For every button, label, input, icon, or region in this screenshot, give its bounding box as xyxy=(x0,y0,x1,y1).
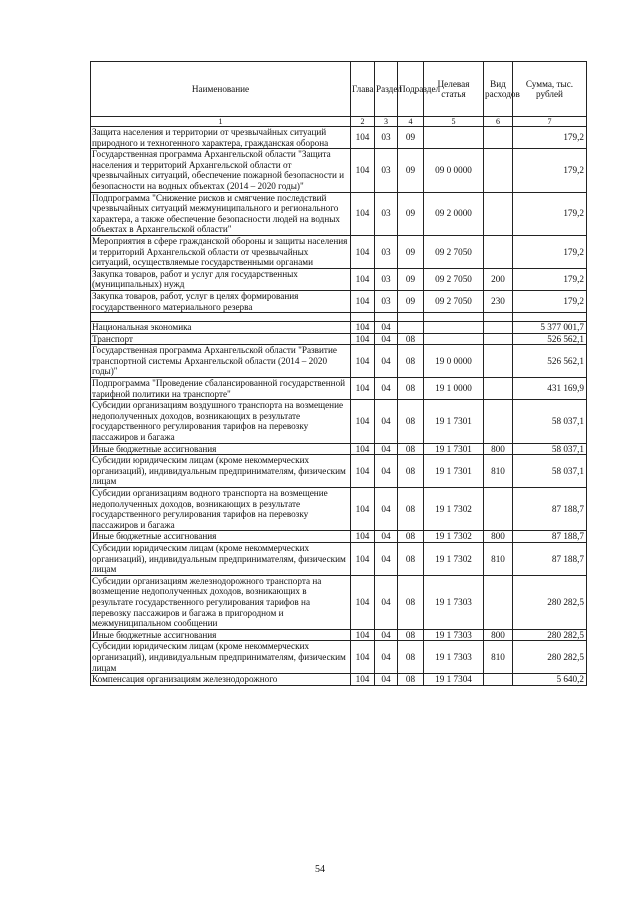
row-razdel: 03 xyxy=(375,149,398,192)
row-target xyxy=(424,313,484,322)
row-razdel: 04 xyxy=(375,455,398,488)
row-name: Мероприятия в сфере гражданской обороны и защиты населения и территорий Архангельской области от чрезвычайных ситуаций, осуществляемые государственными органами xyxy=(91,235,351,268)
budget-table xyxy=(90,61,587,686)
row-vid: 800 xyxy=(484,531,513,543)
row-name: Субсидии организациям воздушного транспорта на возмещение недополученных доходов, возникающих в результате государственного регулирования тарифов на перевозку пассажиров и багажа xyxy=(91,400,351,443)
row-glava: 104 xyxy=(351,674,375,686)
row-razdel: 04 xyxy=(375,488,398,531)
row-razdel: 04 xyxy=(375,641,398,674)
row-razdel: 04 xyxy=(375,443,398,455)
row-sum: 179,2 xyxy=(513,127,587,149)
column-number: 1 xyxy=(91,117,351,127)
row-razdel: 04 xyxy=(375,400,398,443)
table-row xyxy=(91,400,587,443)
row-sum: 179,2 xyxy=(513,149,587,192)
row-razdel: 04 xyxy=(375,629,398,641)
header-vid: Вид расходов xyxy=(484,62,513,117)
row-sum: 526 562,1 xyxy=(513,345,587,378)
row-sum: 526 562,1 xyxy=(513,333,587,345)
table-row xyxy=(91,313,587,322)
row-target: 19 1 7301 xyxy=(424,443,484,455)
row-sum: 280 282,5 xyxy=(513,575,587,629)
row-glava: 104 xyxy=(351,290,375,312)
row-target: 19 1 7304 xyxy=(424,674,484,686)
row-name: Иные бюджетные ассигнования xyxy=(91,531,351,543)
column-number: 3 xyxy=(375,117,398,127)
table-row xyxy=(91,443,587,455)
header-target: Целевая статья xyxy=(424,62,484,117)
row-name: Субсидии организациям водного транспорта на возмещение недополученных доходов, возникающих в результате государственного регулирования тарифов на перевозку пассажиров и багажа xyxy=(91,488,351,531)
table-row xyxy=(91,531,587,543)
row-glava: 104 xyxy=(351,542,375,575)
row-target xyxy=(424,333,484,345)
row-razdel: 03 xyxy=(375,235,398,268)
row-razdel: 04 xyxy=(375,333,398,345)
row-razdel xyxy=(375,313,398,322)
row-podrazdel: 08 xyxy=(398,641,424,674)
row-razdel: 04 xyxy=(375,575,398,629)
row-razdel: 04 xyxy=(375,322,398,334)
row-name xyxy=(91,313,351,322)
row-glava: 104 xyxy=(351,641,375,674)
column-number: 2 xyxy=(351,117,375,127)
row-glava: 104 xyxy=(351,322,375,334)
row-razdel: 04 xyxy=(375,531,398,543)
row-podrazdel: 09 xyxy=(398,290,424,312)
row-name: Защита населения и территории от чрезвычайных ситуаций природного и техногенного характера, гражданская оборона xyxy=(91,127,351,149)
row-name: Иные бюджетные ассигнования xyxy=(91,629,351,641)
row-vid xyxy=(484,345,513,378)
table-row xyxy=(91,629,587,641)
row-name: Субсидии юридическим лицам (кроме некоммерческих организаций), индивидуальным предпринимателям, физическим лицам xyxy=(91,455,351,488)
row-target: 19 1 7301 xyxy=(424,455,484,488)
row-sum: 280 282,5 xyxy=(513,641,587,674)
table-body xyxy=(91,127,587,686)
header-razdel: Раздел xyxy=(375,62,398,117)
row-vid: 810 xyxy=(484,641,513,674)
header-name: Наименование xyxy=(91,62,351,117)
row-target: 19 1 7302 xyxy=(424,542,484,575)
table-row xyxy=(91,575,587,629)
row-razdel: 03 xyxy=(375,268,398,290)
row-name: Государственная программа Архангельской области "Развитие транспортной системы Архангельской области (2014 – 2020 годы)" xyxy=(91,345,351,378)
row-vid xyxy=(484,575,513,629)
row-glava: 104 xyxy=(351,268,375,290)
row-podrazdel: 08 xyxy=(398,345,424,378)
row-vid: 810 xyxy=(484,542,513,575)
row-target: 09 2 7050 xyxy=(424,290,484,312)
row-vid: 200 xyxy=(484,268,513,290)
row-vid: 230 xyxy=(484,290,513,312)
row-glava: 104 xyxy=(351,575,375,629)
row-vid: 800 xyxy=(484,443,513,455)
row-glava: 104 xyxy=(351,400,375,443)
table-row xyxy=(91,674,587,686)
row-glava: 104 xyxy=(351,149,375,192)
column-number: 7 xyxy=(513,117,587,127)
page-number: 54 xyxy=(315,864,325,875)
row-target: 19 1 7303 xyxy=(424,641,484,674)
column-number: 4 xyxy=(398,117,424,127)
row-vid xyxy=(484,127,513,149)
row-podrazdel: 08 xyxy=(398,629,424,641)
row-sum: 179,2 xyxy=(513,192,587,235)
row-glava xyxy=(351,313,375,322)
row-target: 19 0 0000 xyxy=(424,345,484,378)
row-sum: 58 037,1 xyxy=(513,455,587,488)
table-row xyxy=(91,542,587,575)
row-podrazdel xyxy=(398,313,424,322)
row-podrazdel: 09 xyxy=(398,192,424,235)
row-razdel: 03 xyxy=(375,127,398,149)
table-row xyxy=(91,455,587,488)
row-vid: 810 xyxy=(484,455,513,488)
row-sum: 5 640,2 xyxy=(513,674,587,686)
row-vid: 800 xyxy=(484,629,513,641)
row-target: 19 1 7302 xyxy=(424,488,484,531)
row-name: Закупка товаров, работ и услуг для государственных (муниципальных) нужд xyxy=(91,268,351,290)
row-vid xyxy=(484,400,513,443)
row-target xyxy=(424,322,484,334)
row-target: 09 2 7050 xyxy=(424,268,484,290)
row-glava: 104 xyxy=(351,192,375,235)
row-name: Субсидии юридическим лицам (кроме некоммерческих организаций), индивидуальным предпринимателям, физическим лицам xyxy=(91,641,351,674)
row-target: 19 1 7303 xyxy=(424,629,484,641)
row-vid xyxy=(484,333,513,345)
row-glava: 104 xyxy=(351,488,375,531)
table-row xyxy=(91,641,587,674)
column-number: 5 xyxy=(424,117,484,127)
table-row xyxy=(91,333,587,345)
row-name: Иные бюджетные ассигнования xyxy=(91,443,351,455)
row-vid xyxy=(484,149,513,192)
row-target: 09 0 0000 xyxy=(424,149,484,192)
column-number-row xyxy=(91,117,587,127)
row-name: Субсидии юридическим лицам (кроме некоммерческих организаций), индивидуальным предпринимателям, физическим лицам xyxy=(91,542,351,575)
row-razdel: 04 xyxy=(375,674,398,686)
row-sum: 58 037,1 xyxy=(513,400,587,443)
table-row xyxy=(91,268,587,290)
row-sum: 280 282,5 xyxy=(513,629,587,641)
row-podrazdel: 09 xyxy=(398,268,424,290)
row-target: 19 1 7301 xyxy=(424,400,484,443)
table-row xyxy=(91,322,587,334)
row-glava: 104 xyxy=(351,235,375,268)
row-name: Закупка товаров, работ, услуг в целях формирования государственного материального резерва xyxy=(91,290,351,312)
column-number: 6 xyxy=(484,117,513,127)
row-glava: 104 xyxy=(351,345,375,378)
row-podrazdel: 08 xyxy=(398,488,424,531)
table-row xyxy=(91,149,587,192)
table-row xyxy=(91,345,587,378)
row-razdel: 04 xyxy=(375,378,398,400)
row-razdel: 04 xyxy=(375,542,398,575)
row-glava: 104 xyxy=(351,455,375,488)
row-sum: 87 188,7 xyxy=(513,531,587,543)
row-razdel: 03 xyxy=(375,192,398,235)
row-razdel: 04 xyxy=(375,345,398,378)
row-sum: 179,2 xyxy=(513,290,587,312)
row-podrazdel: 08 xyxy=(398,378,424,400)
row-vid xyxy=(484,322,513,334)
row-vid xyxy=(484,235,513,268)
row-sum: 179,2 xyxy=(513,235,587,268)
row-podrazdel: 08 xyxy=(398,531,424,543)
row-name: Подпрограмма "Снижение рисков и смягчение последствий чрезвычайных ситуаций межмуниципального и регионального характера, а также обеспечение безопасности людей на водных объектах в Архангельской области" xyxy=(91,192,351,235)
row-sum: 431 169,9 xyxy=(513,378,587,400)
row-name: Компенсация организациям железнодорожного xyxy=(91,674,351,686)
row-name: Подпрограмма "Проведение сбалансированной государственной тарифной политики на транспорте" xyxy=(91,378,351,400)
row-sum: 58 037,1 xyxy=(513,443,587,455)
row-vid xyxy=(484,192,513,235)
table-header-row xyxy=(91,62,587,117)
row-podrazdel: 08 xyxy=(398,542,424,575)
row-target: 19 1 0000 xyxy=(424,378,484,400)
table-row xyxy=(91,192,587,235)
row-podrazdel: 08 xyxy=(398,443,424,455)
row-podrazdel: 08 xyxy=(398,455,424,488)
table-row xyxy=(91,488,587,531)
header-podrazdel: Подраздел xyxy=(398,62,424,117)
row-vid xyxy=(484,488,513,531)
row-podrazdel: 09 xyxy=(398,235,424,268)
row-target: 09 2 7050 xyxy=(424,235,484,268)
header-glava: Глава xyxy=(351,62,375,117)
row-name: Государственная программа Архангельской области "Защита населения и территорий Архангельской области от чрезвычайных ситуаций, обеспечение пожарной безопасности и безопасности на водных объектах (2014 – 2020 годы)" xyxy=(91,149,351,192)
row-podrazdel xyxy=(398,322,424,334)
row-glava: 104 xyxy=(351,443,375,455)
table-row xyxy=(91,290,587,312)
row-glava: 104 xyxy=(351,333,375,345)
row-target: 09 2 0000 xyxy=(424,192,484,235)
row-glava: 104 xyxy=(351,531,375,543)
table-row xyxy=(91,235,587,268)
row-target xyxy=(424,127,484,149)
header-sum: Сумма, тыс. рублей xyxy=(513,62,587,117)
row-name: Национальная экономика xyxy=(91,322,351,334)
row-target: 19 1 7303 xyxy=(424,575,484,629)
row-sum: 179,2 xyxy=(513,268,587,290)
row-podrazdel: 09 xyxy=(398,149,424,192)
row-podrazdel: 08 xyxy=(398,575,424,629)
row-glava: 104 xyxy=(351,127,375,149)
row-podrazdel: 08 xyxy=(398,333,424,345)
table-row xyxy=(91,378,587,400)
row-sum: 87 188,7 xyxy=(513,488,587,531)
row-podrazdel: 08 xyxy=(398,674,424,686)
row-sum: 87 188,7 xyxy=(513,542,587,575)
row-razdel: 03 xyxy=(375,290,398,312)
row-vid xyxy=(484,378,513,400)
row-name: Транспорт xyxy=(91,333,351,345)
row-vid xyxy=(484,674,513,686)
row-vid xyxy=(484,313,513,322)
table-row xyxy=(91,127,587,149)
row-podrazdel: 09 xyxy=(398,127,424,149)
row-name: Субсидии организациям железнодорожного транспорта на возмещение недополученных доходов, возникающих в результате государственного регулирования тарифов на перевозку пассажиров и багажа в пригородном и межмуниципальном сообщении xyxy=(91,575,351,629)
row-podrazdel: 08 xyxy=(398,400,424,443)
row-glava: 104 xyxy=(351,629,375,641)
row-sum: 5 377 001,7 xyxy=(513,322,587,334)
row-target: 19 1 7302 xyxy=(424,531,484,543)
row-glava: 104 xyxy=(351,378,375,400)
row-sum xyxy=(513,313,587,322)
